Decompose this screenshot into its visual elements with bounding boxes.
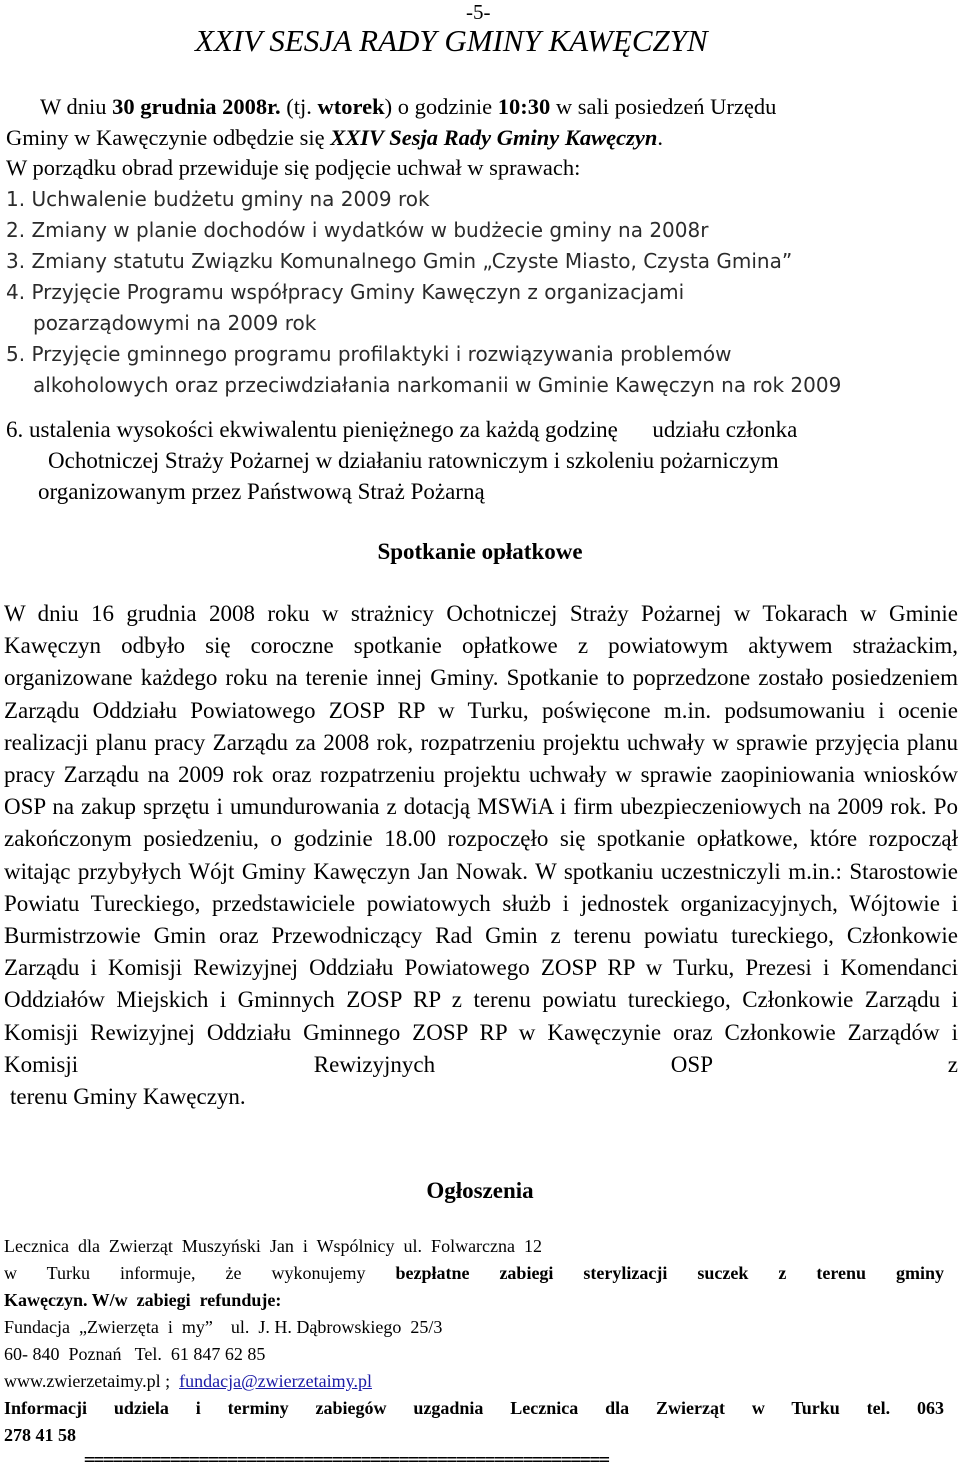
announcement-line: 60- 840 Poznań Tel. 61 847 62 85: [4, 1344, 266, 1364]
announcement-line: Fundacja „Zwierzęta i my” ul. J. H. Dąbrowskiego 25/3: [4, 1317, 443, 1337]
separator-line: =======================================================: [84, 1449, 609, 1470]
agenda-item: 1. Uchwalenie budżetu gminy na 2009 rok: [6, 187, 430, 211]
agenda-list: [6, 184, 956, 401]
agenda-item: 2. Zmiany w planie dochodów i wydatków w budżecie gminy na 2008r: [6, 218, 709, 242]
intro-line-2: Gminy w Kawęczynie odbędzie się XXIV Sesja Rady Gminy Kawęczyn.: [6, 124, 664, 150]
agenda-item: 6. ustalenia wysokości ekwiwalentu pieniężnego za każdą godzinę udziału członka: [6, 417, 798, 442]
announcement-line: w Turku informuje, że wykonujemy bezpłatne zabiegi sterylizacji suczek z terenu gminy: [4, 1263, 944, 1283]
email-link[interactable]: fundacja@zwierzetaimy.pl: [179, 1371, 372, 1391]
session-time: 10:30: [497, 94, 551, 119]
agenda-item-continuation: Ochotniczej Straży Pożarnej w działaniu ratowniczym i szkoleniu pożarniczym: [48, 448, 779, 473]
session-weekday: wtorek: [317, 94, 385, 119]
announcement-line: Informacji udziela i terminy zabiegów uzgadnia Lecznica dla Zwierząt w Turku tel. 063: [4, 1398, 944, 1418]
article-paragraph: W dniu 16 grudnia 2008 roku w strażnicy Ochotniczej Straży Pożarnej w Tokarach w Gminie Kawęczyn odbyło się coroczne spotkanie opłatkowe z powiatowym aktywem strażackim, organizowane każdego roku na terenie innej Gminy. Spotkanie to poprzedzone zostało posiedzeniem Zarządu Oddziału Powiatowego ZOSP RP w Turku, poświęcone m.in. podsumowaniu i ocenie realizacji planu pracy Zarządu za 2008 rok, rozpatrzeniu projektu uchwały w sprawie przyjęcia planu pracy Zarządu na 2009 rok oraz rozpatrzeniu projektu uchwały w sprawie zaopiniowania wniosków OSP na zakup sprzętu i umundurowania z dotacją MSWiA i firm ubezpieczeniowych na 2009 rok. Po zakończonym posiedzeniu, o godzinie 18.00 rozpoczęło się spotkanie opłatkowe, które rozpoczął witając przybyłych Wójt Gminy Kawęczyn Jan Nowak. W spotkaniu uczestniczyli m.in.: Starostowie Powiatu Tureckiego, przedstawiciele powiatowych służb i jednostek organizacyjnych, Wójtowie i Burmistrzowie Gmin oraz Przewodniczący Rad Gmin z terenu powiatu tureckiego, Członkowie Zarządu i Komisji Rewizyjnej Oddziału Powiatowego ZOSP RP w Turku, Prezesi i Komendanci Oddziałów Miejskich i Gminnych ZOSP RP z terenu powiatu tureckiego, Członkowie Zarządu i Komisji Rewizyjnej Oddziału Gminnego ZOSP RP w Kawęczynie oraz Członkowie Zarządów i Komisji Rewizyjnych OSP z: [4, 601, 958, 1077]
agenda-item-continuation: pozarządowymi na 2009 rok: [33, 311, 317, 335]
section-heading-spotkanie: Spotkanie opłatkowe: [377, 539, 583, 564]
article-last-line: terenu Gminy Kawęczyn.: [10, 1084, 246, 1110]
session-name: XXIV Sesja Rady Gminy Kawęczyn: [330, 124, 658, 150]
article-body: [4, 598, 958, 1113]
agenda-item-continuation: organizowanym przez Państwową Straż Pożarną: [38, 479, 485, 504]
announcement-line: www.zwierzetaimy.pl ; fundacja@zwierzetaimy.pl: [4, 1371, 372, 1391]
agenda-item-continuation: alkoholowych oraz przeciwdziałania narkomanii w Gminie Kawęczyn na rok 2009: [33, 373, 842, 397]
intro-line-3: W porządku obrad przewiduje się podjęcie uchwał w sprawach:: [6, 155, 581, 180]
page-title: XXIV SESJA RADY GMINY KAWĘCZYN: [195, 23, 708, 58]
announcement-block: [4, 1233, 944, 1449]
session-date: 30 grudnia 2008r.: [112, 94, 281, 119]
agenda-item: 4. Przyjęcie Programu współpracy Gminy Kawęczyn z organizacjami: [6, 280, 685, 304]
agenda-item-6: [6, 414, 958, 507]
announcement-line: Kawęczyn. W/w zabiegi refunduje:: [4, 1290, 282, 1310]
agenda-item: 3. Zmiany statutu Związku Komunalnego Gmin „Czyste Miasto, Czysta Gmina”: [6, 249, 793, 273]
intro-line-1: W dniu 30 grudnia 2008r. (tj. wtorek) o godzinie 10:30 w sali posiedzeń Urzędu: [40, 94, 777, 119]
agenda-item: 5. Przyjęcie gminnego programu profilaktyki i rozwiązywania problemów: [6, 342, 732, 366]
announcement-line: 278 41 58: [4, 1425, 76, 1445]
page-number: -5-: [466, 0, 491, 24]
website-link[interactable]: www.zwierzetaimy.pl: [4, 1371, 161, 1391]
session-announcement: [6, 92, 946, 184]
section-heading-ogloszenia: Ogłoszenia: [426, 1178, 534, 1203]
announcement-line: Lecznica dla Zwierząt Muszyński Jan i Wspólnicy ul. Folwarczna 12: [4, 1236, 543, 1256]
